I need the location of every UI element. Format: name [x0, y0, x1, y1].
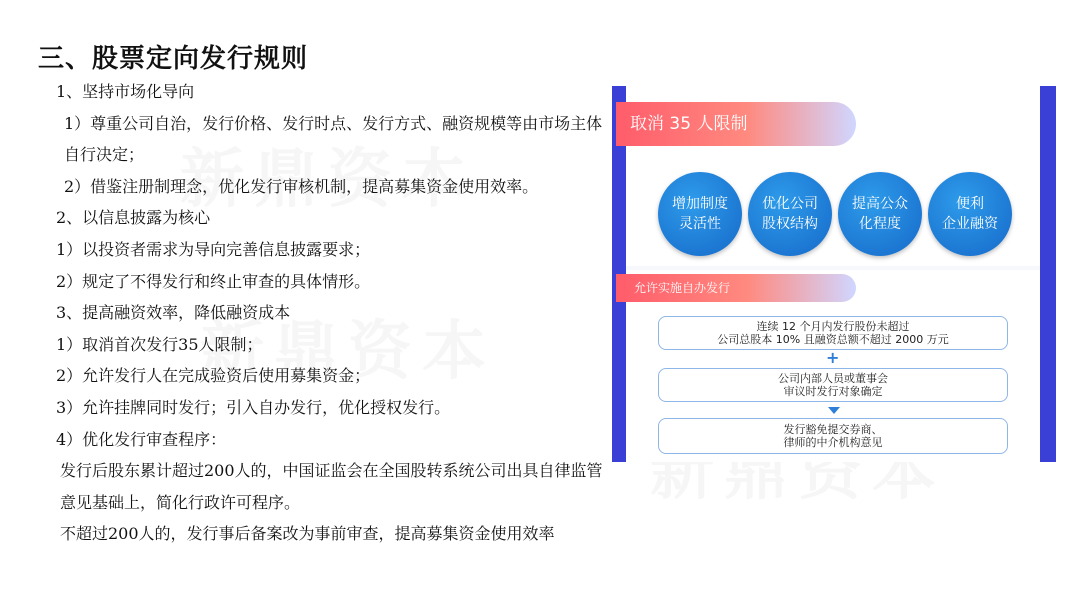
condition-text: 审议时发行对象确定 — [783, 385, 883, 398]
text-line: 2）借鉴注册制理念，优化发行审核机制，提高募集资金使用效率。 — [64, 176, 539, 196]
text-line: 1）取消首次发行35人限制； — [56, 334, 263, 354]
circle-label: 增加制度 — [672, 196, 728, 212]
text-line: 2）允许发行人在完成验资后使用募集资金； — [56, 366, 371, 386]
text-line: 2）规定了不得发行和终止审查的具体情形。 — [56, 271, 371, 291]
text-line: 3）允许挂牌同时发行；引入自办发行，优化授权发行。 — [56, 397, 451, 417]
circle-label: 企业融资 — [942, 216, 998, 232]
text-line: 1）尊重公司自治，发行价格、发行时点、发行方式、融资规模等由市场主体自行决定； — [64, 113, 603, 165]
benefit-circle — [838, 172, 922, 256]
result-box — [658, 418, 1008, 454]
arrow-down-icon — [828, 407, 840, 414]
text-line: 发行后股东累计超过200人的，中国证监会在全国股转系统公司出具自律监管意见基础上，简化行政许可程序。 — [60, 461, 603, 512]
banner-self-issuance: 允许实施自办发行 — [616, 274, 856, 302]
condition-text: 公司内部人员或董事会 — [778, 372, 888, 385]
heading-line: 1、坚持市场化导向 — [56, 82, 195, 101]
page-title: 三、股票定向发行规则 — [38, 44, 309, 74]
text-line: 不超过200人的，发行事后备案改为事前审查，提高募集资金使用效率 — [60, 524, 555, 544]
circle-label: 化程度 — [859, 216, 901, 232]
heading-line: 3、提高融资效率，降低融资成本 — [56, 303, 291, 323]
rules-body — [36, 76, 606, 550]
banner-remove-limit: 取消 35 人限制 — [616, 102, 856, 146]
benefit-circle — [748, 172, 832, 256]
condition-text: 公司总股本 10% 且融资总额不超过 2000 万元 — [717, 333, 949, 346]
circle-label: 提高公众 — [852, 196, 908, 212]
condition-text: 连续 12 个月内发行股份未超过 — [756, 320, 910, 333]
circle-label: 灵活性 — [679, 216, 721, 232]
result-text: 发行豁免提交券商、 — [783, 423, 883, 436]
figure-right-bar — [1040, 86, 1056, 462]
heading-line: 2、以信息披露为核心 — [56, 208, 211, 228]
rules-figure — [612, 86, 1056, 462]
benefit-circle — [658, 172, 742, 256]
text-line: 1）以投资者需求为导向完善信息披露要求； — [56, 239, 371, 259]
circle-label: 便利 — [956, 196, 984, 212]
circle-label: 股权结构 — [762, 216, 818, 232]
circle-label: 优化公司 — [762, 196, 818, 212]
benefit-circle — [928, 172, 1012, 256]
condition-box — [658, 368, 1008, 402]
condition-box — [658, 316, 1008, 350]
result-text: 律师的中介机构意见 — [783, 436, 883, 449]
plus-icon: + — [826, 348, 840, 367]
text-line: 4）优化发行审查程序： — [56, 429, 227, 449]
